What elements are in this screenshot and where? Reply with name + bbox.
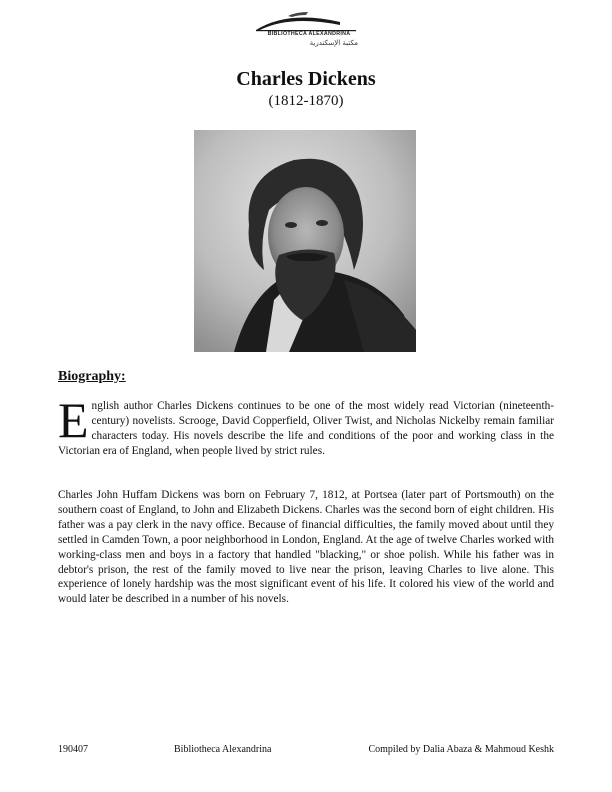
life-dates: (1812-1870) [268,93,344,109]
drop-cap-letter: E [58,392,89,448]
logo-name-arabic: مكتبة الإسكندرية [309,39,358,47]
logo-name-english: BIBLIOTHECA ALEXANDRINA [267,31,351,37]
footer-code: 190407 [58,744,88,755]
footer-compiled-by: Compiled by Dalia Abaza & Mahmoud Keshk [368,744,554,755]
portrait-photo [194,130,416,352]
paragraph-1-text: nglish author Charles Dickens continues to be one of the most widely read Victorian (nineteenth-century) novelists. Scrooge, David Copperfield, Oliver Twist, and Nicholas Nickelby remain familiar characters today. His novels describe the life and conditions of the poor and working class in the Victorian era of England, when people lived by strict rules. [58,400,554,457]
biography-paragraph-2: Charles John Huffam Dickens was born on February 7, 1812, at Portsea (later part of Portsmouth) on the southern coast of England, to John and Elizabeth Dickens. Charles was the second born of eight children. His father was a pay clerk in the navy office. Because of financial difficulties, the family moved about until they settled in Camden Town, a poor neighborhood in London, England. At the age of twelve Charles worked with working-class men and boys in a factory that handled "blacking," or shoe polish. While his father was in debtor's prison, the rest of the family moved to live near the prison, leaving Charles to live alone. This experience of lonely hardship was the most significant event of his life. It colored his view of the world and would later be described in a number of his novels. [58,489,554,606]
biography-heading: Biography: [58,369,126,384]
page-title: Charles Dickens [236,68,376,90]
footer-institution: Bibliotheca Alexandrina [174,744,272,755]
bibliotheca-alexandrina-logo [248,8,366,48]
biography-paragraph-1 [58,392,554,459]
